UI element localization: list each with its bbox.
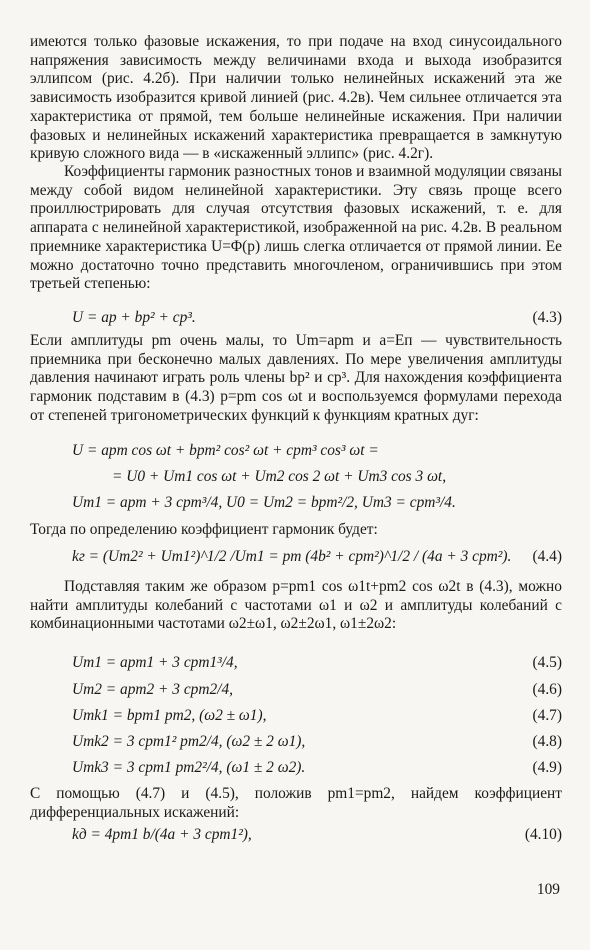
equation-4-6 <box>72 679 562 701</box>
equation-4-5 <box>72 652 562 674</box>
equation-4-6-body: Um2 = apm2 + 3 cpm2/4, <box>72 681 233 698</box>
equation-4-3-number: (4.3) <box>532 309 562 326</box>
equation-4-8-body: Umk2 = 3 cpm1² pm2/4, (ω2 ± 2 ω1), <box>72 733 306 750</box>
paragraph-combination-frequencies: Подставляя таким же образом p=pm1 cos ω1t+pm2 cos ω2t в (4.3), можно найти амплитуды колебаний с частотами ω1 и ω2 и амплитуды колебаний с комбинационными частотами ω2±ω1, ω2±2ω1, ω1±2ω2: <box>30 578 562 633</box>
equation-4-7-number: (4.7) <box>532 707 562 724</box>
equation-4-5-body: Um1 = apm1 + 3 cpm1³/4, <box>72 654 238 671</box>
equation-4-6-number: (4.6) <box>532 681 562 698</box>
paragraph-differential-distortion: С помощью (4.7) и (4.5), положив pm1=pm2, найдем коэффициент дифференциальных искажений: <box>30 785 562 821</box>
equation-expansion-line-2-body: = U0 + Um1 cos ωt + Um2 cos 2 ωt + Um3 cos 3 ωt, <box>112 468 447 485</box>
paragraph-phase-distortion: имеются только фазовые искажения, то при подаче на вход синусоидального напряжения зависимость между величинами входа и выхода изобразится эллипсом (рис. 4.2б). При наличии только нелинейных искажений эта же зависимость изобразится кривой линией (рис. 4.2в). Чем сильнее отличается эта характеристика от прямой, тем больше нелинейные искажения. При наличии фазовых и нелинейных искажений характеристика превращается в замкнутую кривую сложного вида — в «искаженный эллипс» (рис. 4.2г). <box>30 33 562 163</box>
equation-4-10-body: kд = 4pm1 b/(4a + 3 cpm1²), <box>72 826 252 843</box>
page-number: 109 <box>536 881 560 898</box>
equation-4-7-body: Umk1 = bpm1 pm2, (ω2 ± ω1), <box>72 707 267 724</box>
equation-4-10 <box>72 824 562 846</box>
equation-4-7 <box>72 705 562 727</box>
equation-expansion-line-1 <box>72 440 562 462</box>
equation-4-9-body: Umk3 = 3 cpm1 pm2²/4, (ω1 ± 2 ω2). <box>72 759 306 776</box>
equation-expansion-line-3-body: Um1 = apm + 3 cpm³/4, U0 = Um2 = bpm²/2, Um3 = cpm³/4. <box>72 494 456 511</box>
equation-expansion-line-3 <box>72 492 562 514</box>
equation-expansion-line-1-body: U = apm cos ωt + bpm² cos² ωt + cpm³ cos³ ωt = <box>72 442 379 459</box>
equation-4-4-number: (4.4) <box>532 548 562 565</box>
equation-4-9 <box>72 757 562 779</box>
equation-4-8 <box>72 731 562 753</box>
equation-4-10-number: (4.10) <box>524 826 562 843</box>
equation-expansion-line-2 <box>112 466 562 488</box>
equation-4-5-number: (4.5) <box>532 654 562 671</box>
paragraph-definition: Тогда по определению коэффициент гармоник будет: <box>30 521 378 538</box>
paragraph-harmonic-coefficients: Коэффициенты гармоник разностных тонов и взаимной модуляции связаны между собой видом нелинейной характеристики. Эту связь проще всего проиллюстрировать для случая отсутствия фазовых искажений, т. е. для аппарата с нелинейной характеристикой, изображенной на рис. 4.2в. В реальном приемнике характеристика U=Φ(p) лишь слегка отличается от прямой линии. Ее можно достаточно точно представить многочленом, ограничившись при этом третьей степенью: <box>30 163 563 293</box>
paragraph-amplitudes: Если амплитуды pm очень малы, то Um=apm и a=Eп — чувствительность приемника при бесконечно малых давлениях. По мере увеличения амплитуды давления начинают играть роль члены bp² и cp³. Для нахождения коэффициента гармоник подставим в (4.3) p=pm cos ωt и воспользуемся формулами перехода от степеней тригонометрических функций к функциям кратных дуг: <box>30 332 562 424</box>
equation-4-4-body: kг = (Um2² + Um1²)^1/2 /Um1 = pm (4b² + cpm²)^1/2 / (4a + 3 cpm²). <box>72 548 512 565</box>
equation-4-3 <box>72 307 562 329</box>
equation-4-4 <box>72 546 562 568</box>
equation-4-9-number: (4.9) <box>532 759 562 776</box>
equation-4-8-number: (4.8) <box>532 733 562 750</box>
equation-4-3-body: U = ap + bp² + cp³. <box>72 309 196 326</box>
